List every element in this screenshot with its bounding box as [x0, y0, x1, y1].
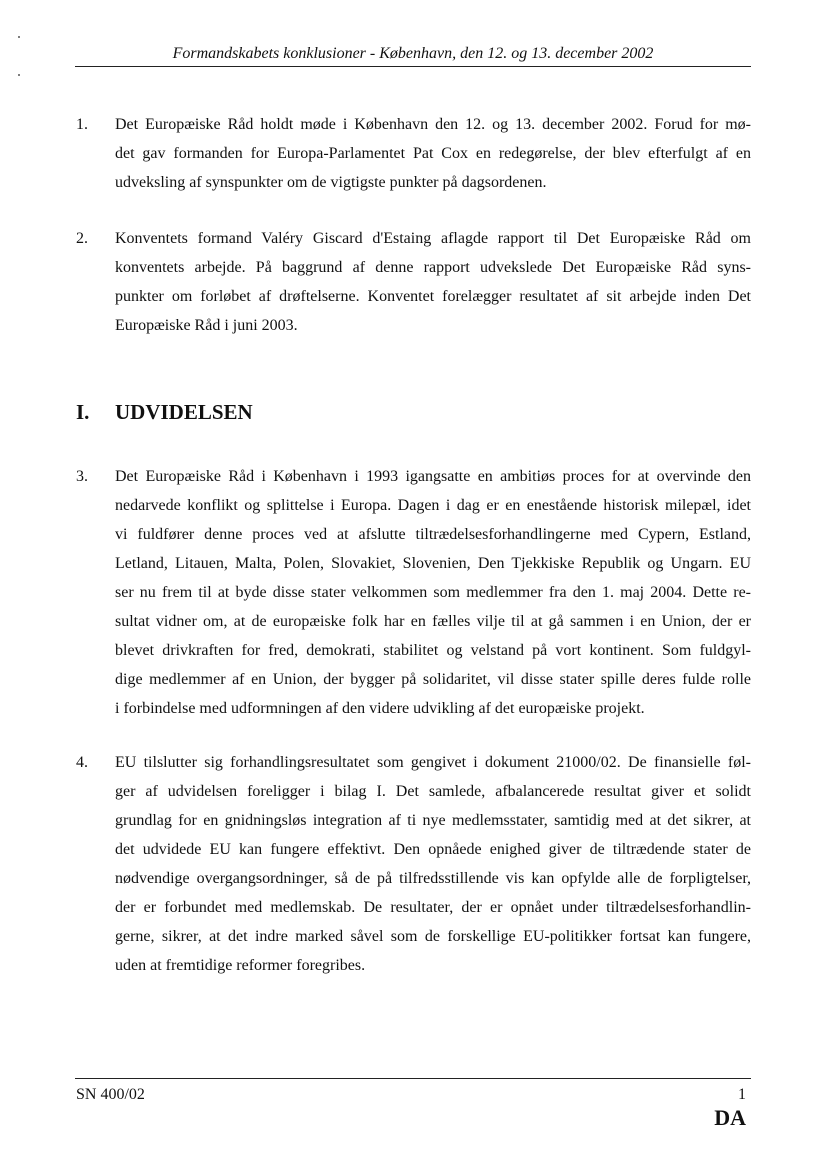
text-line: sultat vidner om, at de europæiske folk har en fælles vilje til at gå sammen i en Union, der er	[115, 613, 751, 630]
text-line: nødvendige overgangsordninger, så de på tilfredsstillende vis kan opfylde alle de forpligtelser,	[115, 870, 751, 887]
scan-dot	[18, 36, 20, 38]
text-line: det gav formanden for Europa-Parlamentet Pat Cox en redegørelse, der blev efterfulgt af en	[115, 145, 751, 162]
text-line: gerne, sikrer, at det indre marked såvel som de forskellige EU-politikker fortsat kan fungere,	[115, 928, 751, 945]
section-number: I.	[76, 400, 90, 424]
text-line: der er forbundet med medlemskab. De resultater, der er opnået under tiltrædelsesforhandlin-	[115, 899, 751, 916]
text-line: vi fuldfører denne proces ved at afslutte tiltrædelsesforhandlingerne med Cypern, Estland,	[115, 526, 751, 543]
text-line: nedarvede konflikt og splittelse i Europa. Dagen i dag er en enestående historisk milepæl, idet	[115, 497, 751, 514]
text-line: det udvidede EU kan fungere effektivt. Den opnåede enighed giver de tiltrædende stater de	[115, 841, 751, 858]
document-reference: SN 400/02	[76, 1086, 145, 1103]
text-line: uden at fremtidige reformer foregribes.	[115, 957, 366, 974]
text-line: ser nu frem til at byde disse stater velkommen som medlemmer fra den 1. maj 2004. Dette re-	[115, 584, 751, 601]
text-line: blevet drivkraften for fred, demokrati, stabilitet og velstand på vort kontinent. Som fuldgyl-	[115, 642, 751, 659]
text-line: EU tilslutter sig forhandlingsresultatet som gengivet i dokument 21000/02. De finansielle føl-	[115, 754, 751, 771]
page-number: 1	[738, 1086, 746, 1103]
paragraph-number: 2.	[76, 230, 88, 247]
text-line: i forbindelse med udformningen af den videre udvikling af det europæiske projekt.	[115, 700, 645, 717]
paragraph-number: 1.	[76, 116, 88, 133]
scan-dot	[18, 74, 20, 76]
text-line: Letland, Litauen, Malta, Polen, Slovakiet, Slovenien, Den Tjekkiske Republik og Ungarn. EU	[115, 555, 751, 572]
paragraph-text	[115, 110, 751, 197]
text-line: Det Europæiske Råd i København i 1993 igangsatte en ambitiøs proces for at overvinde den	[115, 468, 751, 485]
paragraph-text	[115, 748, 751, 980]
footer-rule	[75, 1078, 751, 1079]
paragraph-number: 3.	[76, 468, 88, 485]
language-code: DA	[714, 1105, 746, 1130]
text-line: punkter om forløbet af drøftelserne. Konventet forelægger resultatet af sit arbejde inden Det	[115, 288, 751, 305]
text-line: Konventets formand Valéry Giscard d'Estaing aflagde rapport til Det Europæiske Råd om	[115, 230, 751, 247]
paragraph-text	[115, 224, 751, 340]
text-line: dige medlemmer af en Union, der bygger på solidaritet, vil disse stater spille deres fulde rolle	[115, 671, 751, 688]
section-title: UDVIDELSEN	[115, 400, 253, 424]
text-line: udveksling af synspunkter om de vigtigste punkter på dagsordenen.	[115, 174, 547, 191]
text-line: grundlag for en gnidningsløs integration af ti nye medlemsstater, samtidig med at det sikrer, at	[115, 812, 751, 829]
page-header: Formandskabets konklusioner - København, den 12. og 13. december 2002	[172, 45, 654, 62]
paragraph-text	[115, 462, 751, 723]
text-line: Europæiske Råd i juni 2003.	[115, 317, 298, 334]
text-line: Det Europæiske Råd holdt møde i København den 12. og 13. december 2002. Forud for mø-	[115, 116, 751, 133]
paragraph-number: 4.	[76, 754, 88, 771]
text-line: konventets arbejde. På baggrund af denne rapport udvekslede Det Europæiske Råd syns-	[115, 259, 751, 276]
text-line: ger af udvidelsen foreligger i bilag I. Det samlede, afbalancerede resultat giver et solidt	[115, 783, 751, 800]
header-rule	[75, 66, 751, 67]
